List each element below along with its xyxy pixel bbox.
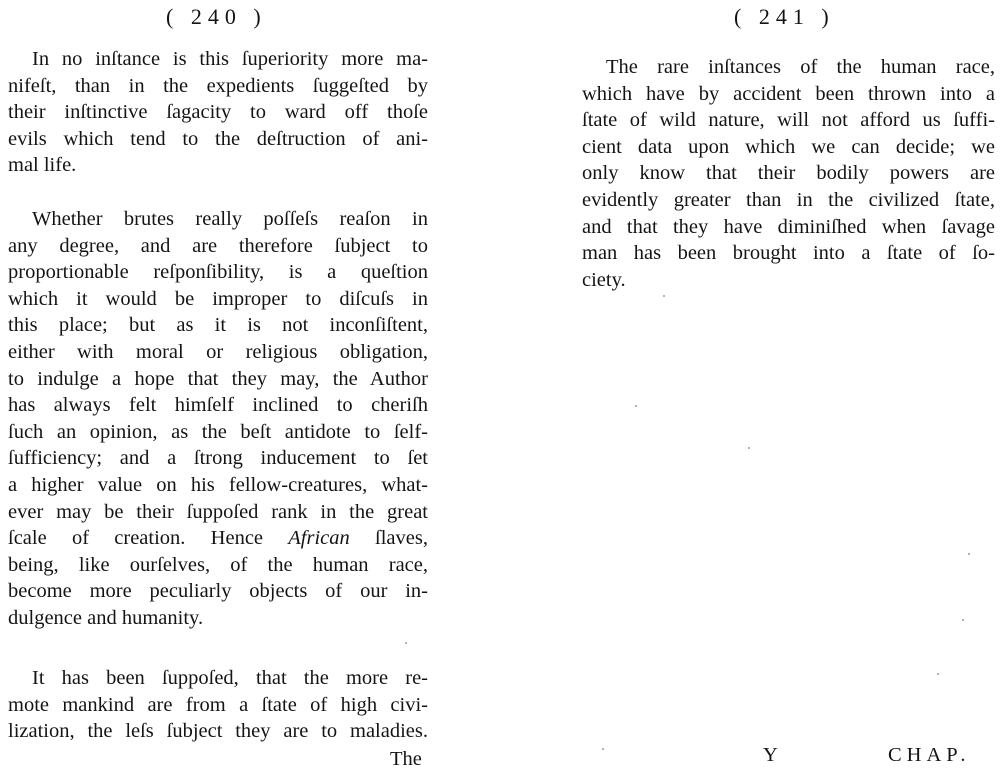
paper-speck — [663, 295, 665, 297]
text-line: The rare inſtances of the human race, — [606, 56, 995, 78]
text-line: any degree, and are therefore ſubject to — [8, 234, 428, 257]
text-line: proportionable reſponſibility, is a queſtion — [8, 261, 428, 284]
catchword-right: CHAP. — [888, 744, 971, 766]
text-line: become more peculiarly objects of our in- — [8, 580, 428, 603]
text-line: which it would be improper to diſcuſs in — [8, 287, 428, 310]
text-line: dulgence and humanity. — [8, 606, 204, 629]
text-line: a higher value on his fellow-creatures, what- — [8, 473, 428, 496]
left-paragraph-2 — [8, 206, 428, 632]
text-line: and that they have diminiſhed when ſavage — [582, 215, 995, 238]
text-line: ſcale of creation. Hence African ſlaves, — [8, 527, 428, 550]
left-paragraph-3 — [8, 665, 428, 745]
italic-word: African — [288, 527, 350, 550]
text-line: their inſtinctive ſagacity to ward off thoſe — [8, 101, 428, 124]
paper-speck — [748, 447, 750, 449]
text-line: ſuch an opinion, as the beſt antidote to ſelf- — [8, 420, 428, 443]
paper-speck — [635, 405, 637, 407]
page-number-left: ( 240 ) — [166, 4, 267, 29]
text-line: either with moral or religious obligation, — [8, 340, 428, 363]
text-line: being, like ourſelves, of the human race, — [8, 553, 428, 576]
page-number-right: ( 241 ) — [734, 4, 835, 29]
catchword-left: The — [390, 748, 422, 770]
text-line: man has been brought into a ſtate of ſo- — [582, 242, 995, 265]
text-line: evidently greater than in the civilized ſtate, — [582, 188, 995, 211]
paper-speck — [962, 619, 964, 621]
text-line: It has been ſuppoſed, that the more re- — [32, 667, 428, 689]
text-line: mal life. — [8, 154, 77, 177]
text-line: lization, the leſs ſubject they are to maladies. — [8, 720, 428, 743]
text-line: this place; but as it is not inconſiſtent, — [8, 314, 428, 337]
text-line: ciety. — [582, 268, 626, 291]
text-line: only know that their bodily powers are — [582, 162, 995, 185]
text-line: evils which tend to the deſtruction of ani- — [8, 127, 428, 150]
paper-speck — [937, 673, 939, 675]
text-line: which have by accident been thrown into a — [582, 82, 995, 105]
text-line: nifeſt, than in the expedients ſuggeſted by — [8, 74, 428, 97]
right-paragraph-1 — [582, 54, 995, 293]
text-line: ſufficiency; and a ſtrong inducement to ſet — [8, 447, 428, 470]
left-paragraph-1 — [8, 46, 428, 179]
signature-mark: Y — [763, 744, 778, 766]
text-line: cient data upon which we can decide; we — [582, 135, 995, 158]
text-line: Whether brutes really poſſeſs reaſon in — [32, 208, 428, 230]
text-line: has always felt himſelf inclined to cheriſh — [8, 394, 428, 417]
text-line: In no inſtance is this ſuperiority more ma- — [32, 48, 428, 70]
text-line: ſtate of wild nature, will not afford us ſuffi- — [582, 109, 995, 132]
text-line: to indulge a hope that they may, the Author — [8, 367, 428, 390]
text-line: mote mankind are from a ſtate of high civi- — [8, 693, 428, 716]
paper-speck — [405, 642, 407, 644]
paper-speck — [968, 553, 970, 555]
text-line: ever may be their ſuppoſed rank in the great — [8, 500, 428, 523]
paper-speck — [602, 748, 604, 750]
